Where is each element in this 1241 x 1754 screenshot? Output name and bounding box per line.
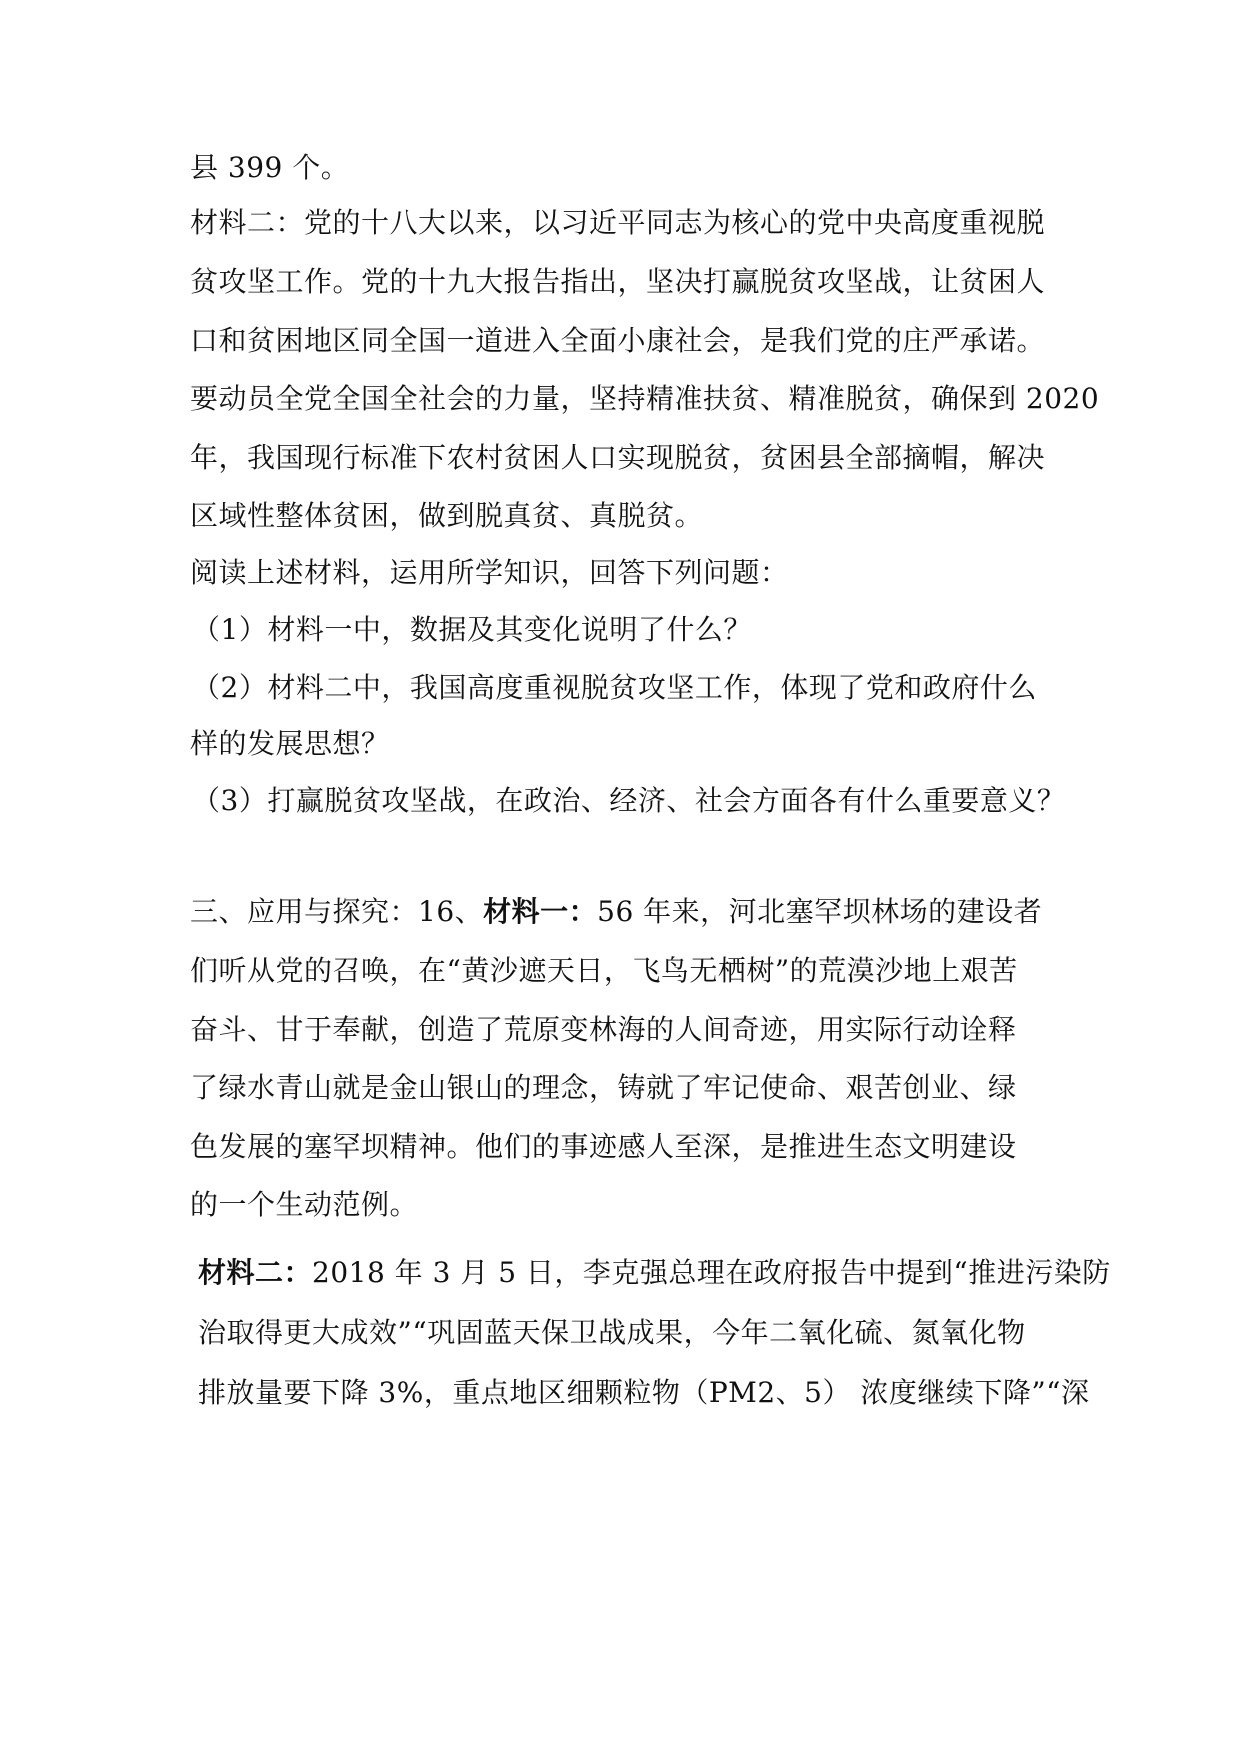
- section-text: 56 年来，河北塞罕坝林场的建设者: [597, 895, 1043, 928]
- text-line: 排放量要下降 3%，重点地区细颗粒物（PM2、5） 浓度继续下降”“深: [198, 1376, 1090, 1409]
- text-line-county-count: 县 399 个。: [190, 151, 350, 184]
- section-three-heading: [190, 892, 1042, 932]
- question-instruction: 阅读上述材料，运用所学知识，回答下列问题：: [190, 556, 789, 589]
- text-line: 的一个生动范例。: [190, 1188, 419, 1221]
- material2-paragraph: [198, 1253, 1111, 1293]
- text-line: 要动员全党全国全社会的力量，坚持精准扶贫、精准脱贫，确保到 2020: [190, 382, 1100, 415]
- text-line: 年，我国现行标准下农村贫困人口实现脱贫，贫困县全部摘帽，解决: [190, 441, 1046, 474]
- question-3: （3）打赢脱贫攻坚战，在政治、经济、社会方面各有什么重要意义？: [192, 784, 1066, 817]
- section-prefix: 三、应用与探究：16、: [190, 895, 484, 928]
- question-2-continued: 样的发展思想？: [190, 727, 390, 760]
- question-2: （2）材料二中，我国高度重视脱贫攻坚工作，体现了党和政府什么: [192, 671, 1037, 704]
- material1-label: 材料一：: [483, 895, 598, 928]
- text-line: 了绿水青山就是金山银山的理念，铸就了牢记使命、艰苦创业、绿: [190, 1071, 1017, 1104]
- text-line: 口和贫困地区同全国一道进入全面小康社会，是我们党的庄严承诺。: [190, 324, 1046, 357]
- text-line-material2-start: 材料二：党的十八大以来，以习近平同志为核心的党中央高度重视脱: [190, 206, 1046, 239]
- text-line: 们听从党的召唤，在“黄沙遮天日，飞鸟无栖树”的荒漠沙地上艰苦: [190, 954, 1018, 987]
- text-line: 色发展的塞罕坝精神。他们的事迹感人至深，是推进生态文明建设: [190, 1130, 1017, 1163]
- text-line: 奋斗、甘于奉献，创造了荒原变林海的人间奇迹，用实际行动诠释: [190, 1013, 1017, 1046]
- material2-label: 材料二：: [198, 1256, 313, 1289]
- text-line: 治取得更大成效”“巩固蓝天保卫战成果，今年二氧化硫、氮氧化物: [198, 1316, 1026, 1349]
- text-line: 区域性整体贫困，做到脱真贫、真脱贫。: [190, 499, 704, 532]
- text-line: 贫攻坚工作。党的十九大报告指出，坚决打赢脱贫攻坚战，让贫困人: [190, 265, 1046, 298]
- material2-text: 2018 年 3 月 5 日，李克强总理在政府报告中提到“推进污染防: [312, 1256, 1111, 1289]
- question-1: （1）材料一中，数据及其变化说明了什么？: [192, 613, 752, 646]
